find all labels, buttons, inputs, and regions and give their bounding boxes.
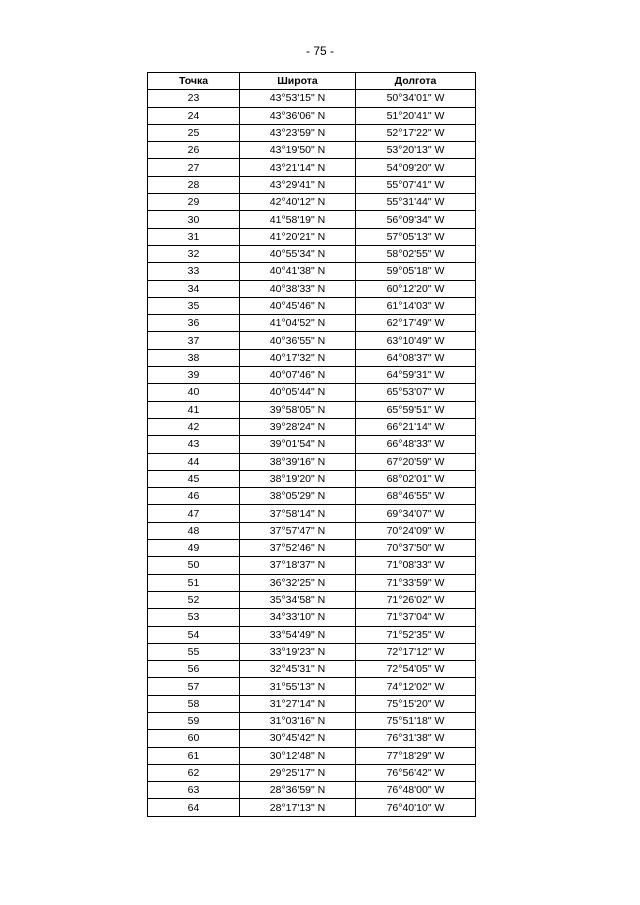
table-row [148, 453, 476, 470]
cell-point: 38 [148, 349, 240, 366]
cell-longitude: 71°52'35" W [356, 626, 476, 643]
table-row [148, 142, 476, 159]
cell-point: 40 [148, 384, 240, 401]
cell-longitude: 71°08'33" W [356, 557, 476, 574]
cell-longitude: 67°20'59" W [356, 453, 476, 470]
table-header-row [148, 73, 476, 90]
cell-longitude: 70°24'09" W [356, 522, 476, 539]
cell-longitude: 59°05'18" W [356, 263, 476, 280]
cell-longitude: 70°37'50" W [356, 540, 476, 557]
cell-latitude: 39°01'54" N [240, 436, 356, 453]
cell-point: 41 [148, 401, 240, 418]
cell-longitude: 58°02'55" W [356, 245, 476, 262]
cell-latitude: 35°34'58" N [240, 591, 356, 608]
cell-point: 62 [148, 764, 240, 781]
table-row [148, 678, 476, 695]
cell-latitude: 40°55'34" N [240, 245, 356, 262]
cell-latitude: 39°28'24" N [240, 418, 356, 435]
cell-point: 25 [148, 124, 240, 141]
cell-point: 34 [148, 280, 240, 297]
cell-latitude: 36°32'25" N [240, 574, 356, 591]
table-row [148, 764, 476, 781]
cell-latitude: 33°19'23" N [240, 643, 356, 660]
table-row [148, 228, 476, 245]
cell-latitude: 37°57'47" N [240, 522, 356, 539]
cell-point: 23 [148, 90, 240, 107]
table-row [148, 245, 476, 262]
cell-longitude: 71°26'02" W [356, 591, 476, 608]
cell-point: 60 [148, 730, 240, 747]
cell-latitude: 37°52'46" N [240, 540, 356, 557]
cell-longitude: 55°07'41" W [356, 176, 476, 193]
cell-longitude: 62°17'49" W [356, 315, 476, 332]
table-row [148, 401, 476, 418]
cell-latitude: 33°54'49" N [240, 626, 356, 643]
cell-point: 48 [148, 522, 240, 539]
cell-longitude: 52°17'22" W [356, 124, 476, 141]
cell-longitude: 68°46'55" W [356, 488, 476, 505]
cell-point: 45 [148, 470, 240, 487]
header-point: Точка [148, 73, 240, 90]
cell-longitude: 75°15'20" W [356, 695, 476, 712]
table-row [148, 799, 476, 816]
cell-latitude: 41°04'52" N [240, 315, 356, 332]
cell-longitude: 72°17'12" W [356, 643, 476, 660]
cell-latitude: 40°07'46" N [240, 367, 356, 384]
cell-point: 64 [148, 799, 240, 816]
cell-point: 55 [148, 643, 240, 660]
cell-point: 30 [148, 211, 240, 228]
table-row [148, 747, 476, 764]
cell-latitude: 28°17'13" N [240, 799, 356, 816]
table-row [148, 90, 476, 107]
cell-latitude: 32°45'31" N [240, 661, 356, 678]
table-row [148, 211, 476, 228]
coordinates-table [147, 72, 476, 817]
table-row [148, 194, 476, 211]
cell-point: 33 [148, 263, 240, 280]
cell-latitude: 43°19'50" N [240, 142, 356, 159]
cell-longitude: 50°34'01" W [356, 90, 476, 107]
table-row [148, 384, 476, 401]
cell-point: 26 [148, 142, 240, 159]
page-number: - 75 - [305, 44, 334, 58]
header-longitude: Долгота [356, 73, 476, 90]
cell-latitude: 29°25'17" N [240, 764, 356, 781]
cell-latitude: 38°05'29" N [240, 488, 356, 505]
cell-point: 63 [148, 782, 240, 799]
cell-latitude: 43°21'14" N [240, 159, 356, 176]
table-row [148, 332, 476, 349]
cell-point: 51 [148, 574, 240, 591]
cell-longitude: 75°51'18" W [356, 712, 476, 729]
cell-point: 54 [148, 626, 240, 643]
cell-point: 59 [148, 712, 240, 729]
cell-latitude: 43°53'15" N [240, 90, 356, 107]
table-row [148, 315, 476, 332]
cell-longitude: 61°14'03" W [356, 297, 476, 314]
cell-latitude: 43°29'41" N [240, 176, 356, 193]
cell-point: 44 [148, 453, 240, 470]
cell-longitude: 76°40'10" W [356, 799, 476, 816]
cell-point: 31 [148, 228, 240, 245]
cell-longitude: 60°12'20" W [356, 280, 476, 297]
cell-latitude: 41°58'19" N [240, 211, 356, 228]
cell-point: 43 [148, 436, 240, 453]
cell-longitude: 76°48'00" W [356, 782, 476, 799]
cell-longitude: 77°18'29" W [356, 747, 476, 764]
cell-longitude: 68°02'01" W [356, 470, 476, 487]
cell-point: 32 [148, 245, 240, 262]
cell-longitude: 65°53'07" W [356, 384, 476, 401]
cell-longitude: 66°21'14" W [356, 418, 476, 435]
cell-latitude: 39°58'05" N [240, 401, 356, 418]
table-row [148, 591, 476, 608]
cell-longitude: 76°56'42" W [356, 764, 476, 781]
table-row [148, 263, 476, 280]
cell-latitude: 40°36'55" N [240, 332, 356, 349]
cell-latitude: 30°12'48" N [240, 747, 356, 764]
table-row [148, 176, 476, 193]
cell-longitude: 54°09'20" W [356, 159, 476, 176]
table-row [148, 574, 476, 591]
cell-point: 35 [148, 297, 240, 314]
table-row [148, 470, 476, 487]
cell-point: 37 [148, 332, 240, 349]
cell-longitude: 63°10'49" W [356, 332, 476, 349]
cell-longitude: 71°37'04" W [356, 609, 476, 626]
table-row [148, 297, 476, 314]
cell-longitude: 53°20'13" W [356, 142, 476, 159]
cell-longitude: 57°05'13" W [356, 228, 476, 245]
table-row [148, 488, 476, 505]
cell-longitude: 64°59'31" W [356, 367, 476, 384]
cell-point: 24 [148, 107, 240, 124]
cell-point: 27 [148, 159, 240, 176]
cell-latitude: 40°17'32" N [240, 349, 356, 366]
cell-longitude: 51°20'41" W [356, 107, 476, 124]
table-row [148, 349, 476, 366]
table-row [148, 367, 476, 384]
cell-longitude: 71°33'59" W [356, 574, 476, 591]
cell-point: 28 [148, 176, 240, 193]
table-row [148, 418, 476, 435]
table-row [148, 124, 476, 141]
cell-longitude: 64°08'37" W [356, 349, 476, 366]
table-row [148, 436, 476, 453]
cell-point: 53 [148, 609, 240, 626]
cell-longitude: 69°34'07" W [356, 505, 476, 522]
cell-latitude: 43°23'59" N [240, 124, 356, 141]
cell-point: 36 [148, 315, 240, 332]
cell-longitude: 66°48'33" W [356, 436, 476, 453]
table-row [148, 730, 476, 747]
cell-latitude: 30°45'42" N [240, 730, 356, 747]
cell-point: 42 [148, 418, 240, 435]
cell-point: 47 [148, 505, 240, 522]
cell-latitude: 37°58'14" N [240, 505, 356, 522]
cell-latitude: 31°03'16" N [240, 712, 356, 729]
cell-latitude: 40°38'33" N [240, 280, 356, 297]
table-row [148, 159, 476, 176]
table-row [148, 782, 476, 799]
cell-point: 61 [148, 747, 240, 764]
cell-point: 39 [148, 367, 240, 384]
cell-latitude: 31°55'13" N [240, 678, 356, 695]
cell-latitude: 40°41'38" N [240, 263, 356, 280]
cell-longitude: 74°12'02" W [356, 678, 476, 695]
cell-point: 29 [148, 194, 240, 211]
cell-latitude: 40°45'46" N [240, 297, 356, 314]
cell-point: 58 [148, 695, 240, 712]
cell-longitude: 76°31'38" W [356, 730, 476, 747]
cell-latitude: 34°33'10" N [240, 609, 356, 626]
cell-latitude: 31°27'14" N [240, 695, 356, 712]
cell-point: 50 [148, 557, 240, 574]
cell-latitude: 42°40'12" N [240, 194, 356, 211]
cell-longitude: 65°59'51" W [356, 401, 476, 418]
cell-point: 49 [148, 540, 240, 557]
cell-latitude: 28°36'59" N [240, 782, 356, 799]
cell-longitude: 56°09'34" W [356, 211, 476, 228]
table-row [148, 540, 476, 557]
table-row [148, 712, 476, 729]
cell-latitude: 37°18'37" N [240, 557, 356, 574]
header-latitude: Широта [240, 73, 356, 90]
cell-point: 52 [148, 591, 240, 608]
cell-latitude: 43°36'06" N [240, 107, 356, 124]
cell-latitude: 41°20'21" N [240, 228, 356, 245]
cell-longitude: 55°31'44" W [356, 194, 476, 211]
cell-point: 46 [148, 488, 240, 505]
cell-point: 56 [148, 661, 240, 678]
table-row [148, 661, 476, 678]
table-row [148, 643, 476, 660]
cell-latitude: 38°39'16" N [240, 453, 356, 470]
table-row [148, 505, 476, 522]
cell-longitude: 72°54'05" W [356, 661, 476, 678]
table-row [148, 280, 476, 297]
cell-latitude: 40°05'44" N [240, 384, 356, 401]
table-row [148, 695, 476, 712]
cell-latitude: 38°19'20" N [240, 470, 356, 487]
table-row [148, 626, 476, 643]
table-row [148, 522, 476, 539]
table-row [148, 107, 476, 124]
cell-point: 57 [148, 678, 240, 695]
table-row [148, 557, 476, 574]
table-row [148, 609, 476, 626]
